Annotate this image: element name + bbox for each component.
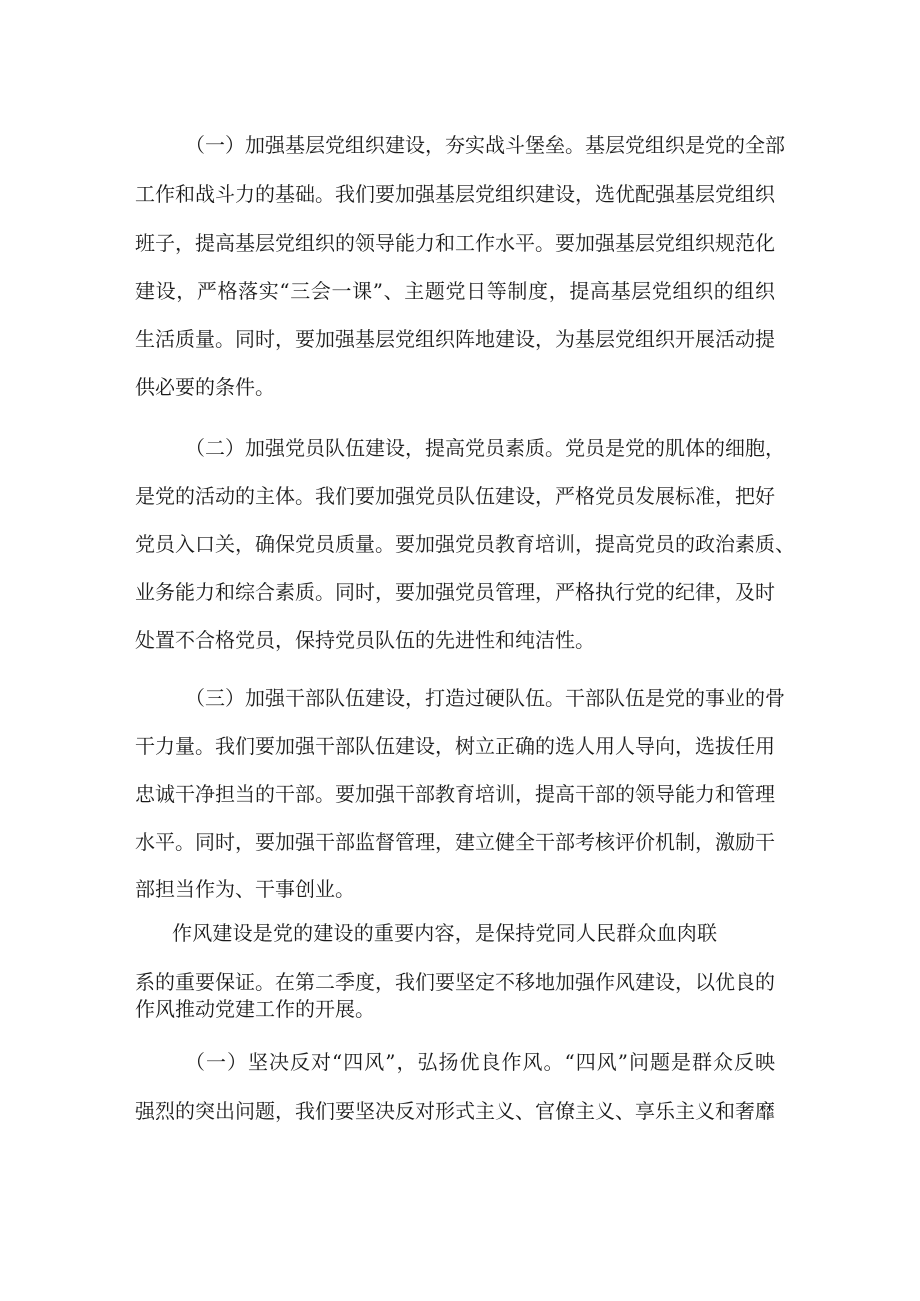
paragraph-1-line-6: 供必要的条件。 xyxy=(135,375,275,399)
paragraph-4-line-1: 作风建设是党的建设的重要内容，是保持党同人民群众血肉联 xyxy=(172,921,717,945)
paragraph-1-line-4: 建设，严格落实“三会一课”、主题党日等制度，提高基层党组织的组织 xyxy=(135,279,775,303)
paragraph-1-line-3: 班子，提高基层党组织的领导能力和工作水平。要加强基层党组织规范化 xyxy=(135,231,775,255)
paragraph-1-line-5: 生活质量。同时，要加强基层党组织阵地建设，为基层党组织开展活动提 xyxy=(135,327,775,351)
paragraph-2-line-4: 业务能力和综合素质。同时，要加强党员管理，严格执行党的纪律，及时 xyxy=(135,580,775,604)
paragraph-2-line-1: （二）加强党员队伍建设，提高党员素质。党员是党的肌体的细胞， xyxy=(185,436,785,460)
paragraph-1-line-1: （一）加强基层党组织建设，夯实战斗堡垒。基层党组织是党的全部 xyxy=(185,133,785,157)
paragraph-5-line-1: （一）坚决反对“四风”，弘扬优良作风。“四风”问题是群众反映 xyxy=(185,1050,775,1074)
paragraph-2-line-5: 处置不合格党员，保持党员队伍的先进性和纯洁性。 xyxy=(135,628,595,652)
paragraph-2-line-3: 党员入口关，确保党员质量。要加强党员教育培训，提高党员的政治素质、 xyxy=(135,532,795,556)
paragraph-3-line-3: 忠诚干净担当的干部。要加强干部教育培训，提高干部的领导能力和管理 xyxy=(135,782,775,806)
paragraph-4-line-2: 系的重要保证。在第二季度，我们要坚定不移地加强作风建设，以优良的 xyxy=(135,970,775,994)
paragraph-3-line-4: 水平。同时，要加强干部监督管理，建立健全干部考核评价机制，激励干 xyxy=(135,830,775,854)
paragraph-5-line-2: 强烈的突出问题，我们要坚决反对形式主义、官僚主义、享乐主义和奢靡 xyxy=(135,1099,775,1123)
paragraph-3-line-1: （三）加强干部队伍建设，打造过硬队伍。干部队伍是党的事业的骨 xyxy=(185,686,785,710)
paragraph-3-line-2: 干力量。我们要加强干部队伍建设，树立正确的选人用人导向，选拔任用 xyxy=(135,734,775,758)
paragraph-1-line-2: 工作和战斗力的基础。我们要加强基层党组织建设，选优配强基层党组织 xyxy=(135,182,775,206)
paragraph-2-line-2: 是党的活动的主体。我们要加强党员队伍建设，严格党员发展标准，把好 xyxy=(135,484,775,508)
paragraph-3-line-5: 部担当作为、干事创业。 xyxy=(135,877,355,901)
paragraph-4-line-3: 作风推动党建工作的开展。 xyxy=(135,997,375,1021)
